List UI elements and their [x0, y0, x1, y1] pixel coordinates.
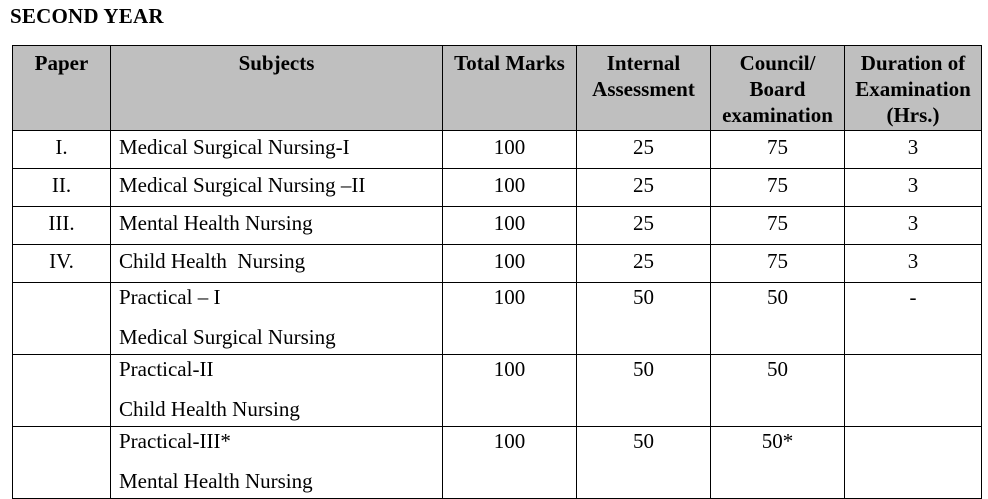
cell-paper: I. — [13, 131, 111, 169]
cell-duration: 3 — [845, 131, 982, 169]
section-heading: SECOND YEAR — [10, 4, 164, 28]
cell-internal: 50 — [577, 427, 711, 499]
cell-duration — [845, 355, 982, 427]
header-internal-line2: Assessment — [592, 77, 695, 101]
cell-subject — [111, 427, 443, 499]
cell-subject: Medical Surgical Nursing-I — [111, 131, 443, 169]
cell-paper — [13, 427, 111, 499]
cell-total-marks: 100 — [443, 207, 577, 245]
header-duration-line3: (Hrs.) — [886, 103, 940, 127]
cell-total-marks: 100 — [443, 355, 577, 427]
subject-line1: Practical – I — [119, 285, 221, 309]
cell-council: 75 — [711, 131, 845, 169]
table-header-row — [13, 46, 982, 131]
cell-council: 75 — [711, 169, 845, 207]
header-council-board-examination — [711, 46, 845, 131]
cell-council: 50 — [711, 355, 845, 427]
cell-internal: 25 — [577, 131, 711, 169]
subject-line2: Mental Health Nursing — [119, 469, 313, 493]
subject-line2: Child Health Nursing — [119, 397, 300, 421]
cell-duration: - — [845, 283, 982, 355]
cell-duration: 3 — [845, 207, 982, 245]
cell-total-marks: 100 — [443, 245, 577, 283]
cell-duration: 3 — [845, 245, 982, 283]
header-internal-line1: Internal — [606, 51, 681, 75]
header-total-marks: Total Marks — [443, 46, 577, 131]
cell-internal: 25 — [577, 169, 711, 207]
cell-internal: 50 — [577, 283, 711, 355]
cell-duration: 3 — [845, 169, 982, 207]
subject-line2: Medical Surgical Nursing — [119, 325, 336, 349]
subject-line1: Practical-III* — [119, 429, 231, 453]
cell-subject: Medical Surgical Nursing –II — [111, 169, 443, 207]
cell-paper: II. — [13, 169, 111, 207]
cell-total-marks: 100 — [443, 283, 577, 355]
cell-internal: 25 — [577, 245, 711, 283]
cell-paper: III. — [13, 207, 111, 245]
cell-council: 75 — [711, 207, 845, 245]
header-paper: Paper — [13, 46, 111, 131]
cell-paper — [13, 283, 111, 355]
cell-duration — [845, 427, 982, 499]
cell-subject: Child Health Nursing — [111, 245, 443, 283]
header-subjects: Subjects — [111, 46, 443, 131]
marks-table — [12, 45, 982, 499]
table-row — [13, 355, 982, 427]
cell-council: 75 — [711, 245, 845, 283]
cell-council: 50 — [711, 283, 845, 355]
cell-internal: 25 — [577, 207, 711, 245]
header-council-line2: Board — [749, 77, 806, 101]
header-council-line3: examination — [722, 103, 833, 127]
cell-subject — [111, 355, 443, 427]
cell-paper — [13, 355, 111, 427]
cell-total-marks: 100 — [443, 169, 577, 207]
header-duration-line1: Duration of — [860, 51, 966, 75]
header-duration — [845, 46, 982, 131]
table-row — [13, 207, 982, 245]
table-row — [13, 245, 982, 283]
cell-internal: 50 — [577, 355, 711, 427]
cell-total-marks: 100 — [443, 427, 577, 499]
cell-total-marks: 100 — [443, 131, 577, 169]
cell-subject — [111, 283, 443, 355]
header-council-line1: Council/ — [739, 51, 816, 75]
table-row — [13, 131, 982, 169]
cell-subject: Mental Health Nursing — [111, 207, 443, 245]
header-duration-line2: Examination — [855, 77, 971, 101]
cell-paper: IV. — [13, 245, 111, 283]
header-internal-assessment — [577, 46, 711, 131]
subject-line1: Practical-II — [119, 357, 214, 381]
cell-council: 50* — [711, 427, 845, 499]
table-row — [13, 169, 982, 207]
table-row — [13, 427, 982, 499]
table-row — [13, 283, 982, 355]
